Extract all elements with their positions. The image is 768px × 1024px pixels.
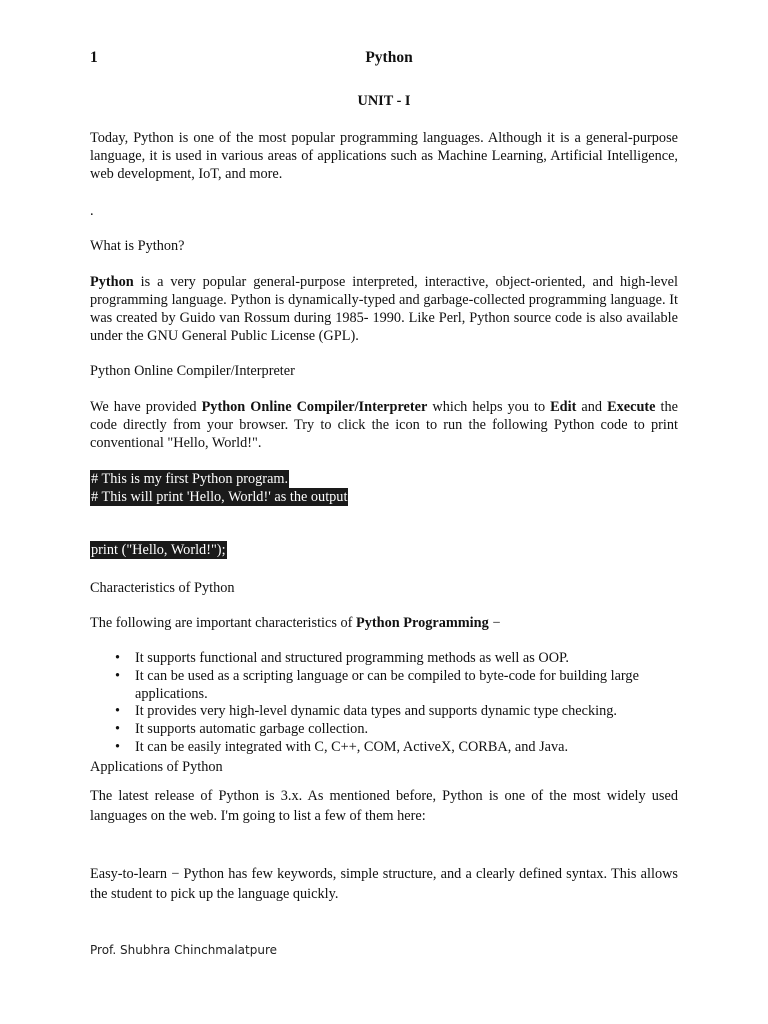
online-text-1: We have provided xyxy=(90,399,202,415)
list-item: • It supports functional and structured programming methods as well as OOP. xyxy=(90,650,678,668)
applications-paragraph: The latest release of Python is 3.x. As mentioned before, Python is one of the most widely used languages on the web. I'm going to list a few of them here: xyxy=(90,788,678,824)
what-heading: What is Python? xyxy=(90,238,185,254)
list-item: • It can be used as a scripting language or can be compiled to byte-code for building large applications. xyxy=(90,668,678,704)
online-text-4: the code directly from your browser. Try to click the icon to run the following Python code to print conventional "Hello, World!". xyxy=(90,399,678,451)
what-text: is a very popular general-purpose interpreted, interactive, object-oriented, and high-level programming language. Python is dynamically-typed and garbage-collected programming language. It was created by Guido van Rossum during 1985- 1990. Like Perl, Python source code is also available under the GNU General Public License (GPL). xyxy=(90,274,678,344)
online-paragraph xyxy=(90,398,678,452)
online-bold-execute: Execute xyxy=(607,399,656,415)
online-text-3: and xyxy=(576,399,608,415)
characteristics-intro xyxy=(90,614,678,632)
easy-to-learn-paragraph: Easy-to-learn − Python has few keywords, simple structure, and a clearly defined syntax. This allows the student to pick up the language quickly. xyxy=(90,866,678,902)
online-bold-1: Python Online Compiler/Interpreter xyxy=(201,399,428,415)
characteristics-list xyxy=(90,650,678,757)
char-intro-text: The following are important characteristics of xyxy=(90,615,356,631)
page-number: 1 xyxy=(90,49,98,66)
char-intro-bold: Python Programming xyxy=(355,615,489,631)
dot-separator: . xyxy=(90,203,94,219)
python-bold: Python xyxy=(90,274,134,290)
what-paragraph xyxy=(90,273,678,345)
code-line-1: # This is my first Python program. xyxy=(91,471,289,487)
code-line-2: # This will print 'Hello, World!' as the output xyxy=(91,489,348,505)
online-text-2: which helps you to xyxy=(427,399,551,415)
online-bold-edit: Edit xyxy=(550,399,577,415)
applications-heading: Applications of Python xyxy=(90,759,223,775)
intro-paragraph: Today, Python is one of the most popular programming languages. Although it is a general-purpose language, it is used in various areas of applications such as Machine Learning, Artificial Intelligence, web development, IoT, and more. xyxy=(90,130,678,182)
list-item: • It can be easily integrated with C, C++, COM, ActiveX, CORBA, and Java. xyxy=(90,739,678,757)
footer-author: Prof. Shubhra Chinchmalatpure xyxy=(90,943,278,957)
page-title: Python xyxy=(365,49,413,66)
characteristics-heading: Characteristics of Python xyxy=(90,580,235,596)
list-item: • It supports automatic garbage collection. xyxy=(90,721,678,739)
online-heading: Python Online Compiler/Interpreter xyxy=(90,363,295,379)
unit-heading: UNIT - I xyxy=(357,93,411,109)
char-intro-tail: − xyxy=(488,615,501,631)
list-item: • It provides very high-level dynamic data types and supports dynamic type checking. xyxy=(90,703,678,721)
code-line-3: print ("Hello, World!"); xyxy=(91,542,226,558)
